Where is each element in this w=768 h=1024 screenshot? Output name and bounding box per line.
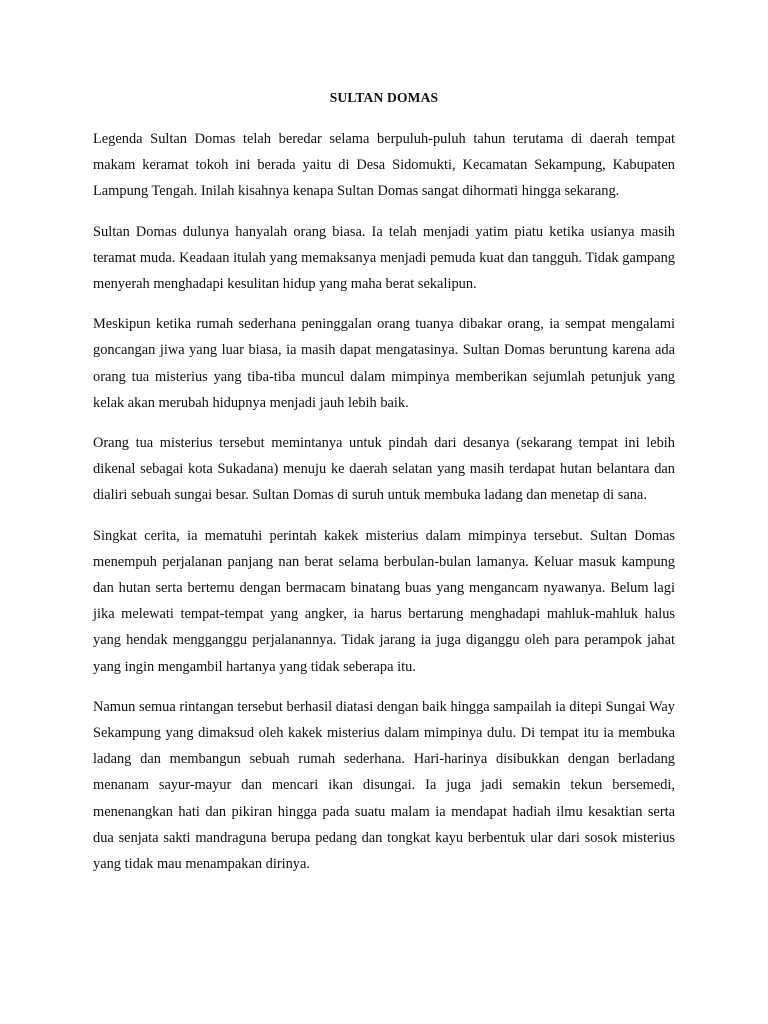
- paragraph: Sultan Domas dulunya hanyalah orang biasa. Ia telah menjadi yatim piatu ketika usianya masih teramat muda. Keadaan itulah yang memaksanya menjadi pemuda kuat dan tangguh. Tidak gampang menyerah menghadapi kesulitan hidup yang maha berat sekalipun.: [93, 223, 675, 293]
- document-title: SULTAN DOMAS: [329, 90, 439, 105]
- document-body: [93, 126, 675, 891]
- paragraph: Orang tua misterius tersebut memintanya untuk pindah dari desanya (sekarang tempat ini lebih dikenal sebagai kota Sukadana) menuju ke daerah selatan yang masih terdapat hutan belantara dan dialiri sebuah sungai besar. Sultan Domas di suruh untuk membuka ladang dan menetap di sana.: [93, 435, 675, 504]
- paragraph: Namun semua rintangan tersebut berhasil diatasi dengan baik hingga sampailah ia ditepi Sungai Way Sekampung yang dimaksud oleh kakek misterius dalam mimpinya dulu. Di tempat itu ia membuka ladang dan membangun sebuah rumah sederhana. Hari-harinya disibukkan dengan berladang menanam sayur-mayur dan mencari ikan disungai. Ia juga jadi semakin tekun bersemedi, menenangkan hati dan pikiran hingga pada suatu malam ia mendapat hadiah ilmu kesaktian serta dua senjata sakti mandraguna berupa pedang dan tongkat kayu berbentuk ular dari sosok misterius yang tidak mau menampakan dirinya.: [93, 698, 675, 873]
- paragraph: Legenda Sultan Domas telah beredar selama berpuluh-puluh tahun terutama di daerah tempat makam keramat tokoh ini berada yaitu di Desa Sidomukti, Kecamatan Sekampung, Kabupaten Lampung Tengah. Inilah kisahnya kenapa Sultan Domas sangat dihormati hingga sekarang.: [93, 131, 675, 200]
- paragraph: Meskipun ketika rumah sederhana peninggalan orang tuanya dibakar orang, ia sempat mengalami goncangan jiwa yang luar biasa, ia masih dapat mengatasinya. Sultan Domas beruntung karena ada orang tua misterius yang tiba-tiba muncul dalam mimpinya memberikan sejumlah petunjuk yang kelak akan merubah hidupnya menjadi jauh lebih baik.: [93, 316, 675, 411]
- paragraph: Singkat cerita, ia mematuhi perintah kakek misterius dalam mimpinya tersebut. Sultan Domas menempuh perjalanan panjang nan berat selama berbulan-bulan lamanya. Keluar masuk kampung dan hutan serta bertemu dengan bermacam binatang buas yang mengancam nyawanya. Belum lagi jika melewati tempat-tempat yang angker, ia harus bertarung menghadapi mahluk-mahluk halus yang hendak mengganggu perjalanannya. Tidak jarang ia juga diganggu oleh para perampok jahat yang ingin mengambil hartanya yang tidak seberapa itu.: [93, 527, 675, 675]
